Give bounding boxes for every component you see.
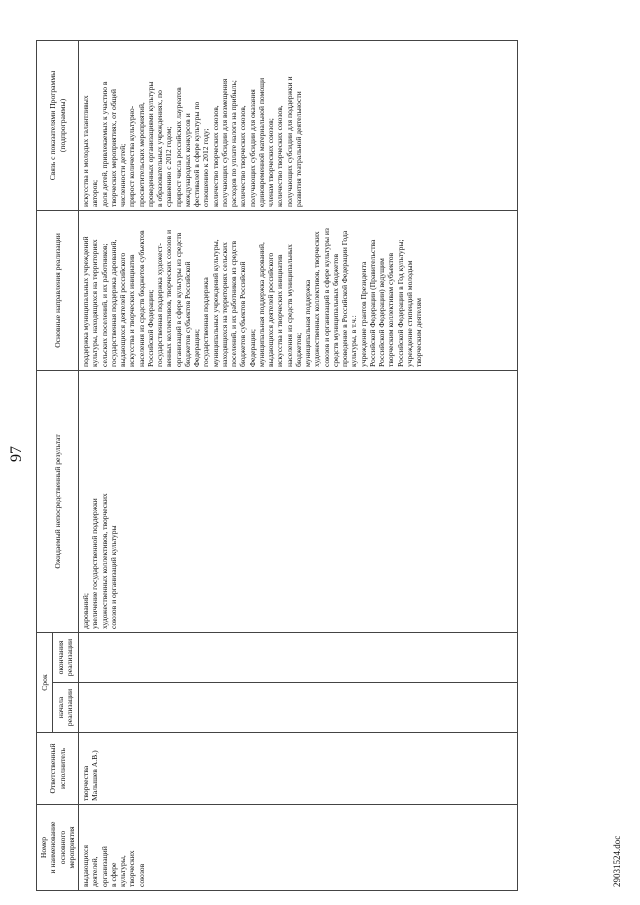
header-row-1 [37,41,53,891]
document-footer: 29031524.doc [612,835,622,887]
header-end: окончания реализации [52,633,78,683]
header-activity: Номер и наименование основного мероприятия [37,805,79,891]
page-number: 97 [8,446,25,462]
cell-expected-result: дарований; увеличение государственной поддержки художественных коллективов, творческих союзов и организаций культуры [79,371,518,633]
header-main-directions: Основные направления реализации [37,211,79,371]
table-row [79,41,518,891]
header-term: Срок [37,633,53,733]
cell-end [79,633,518,683]
cell-activity: выдающихся деятелей, организаций в сфере культуры, творческих союзов [79,805,518,891]
header-expected-result: Ожидаемый непосредственный результат [37,371,79,633]
cell-main-directions: поддержка муниципальных учреждений культуры, находящихся на территориях сельских поселений, и их работников; государственная поддержка дарований, выдающихся деятелей российского искусства и творческих инициатив населения из средств бюджетов субъектов Российской Федерации; государственная поддержка художест- венных коллективов, творческих союзов и организаций в сфере культуры из средств бюджетов субъектов Российской Федерации; государственная поддержка муниципальных учреждений культуры, находящихся на территориях сельских поселений, и их работников из средств бюджетов субъектов Российской Федерации; муниципальная поддержка дарований, выдающихся деятелей российского искусства и творческих инициатив населения из средств муниципальных бюджетов; муниципальная поддержка художественных коллективов, творческих союзов и организаций в сфере культуры из средств муниципальных бюджетов проведение в Российской Федерации Года культуры, в т.ч.: учреждение грантов Президента Российской Федерации (Правительства Российской Федерации) ведущим творческим коллективам субъектов Российской Федерации в Год культуры; учреждение стипендий молодым творческим деятелям [79,211,518,371]
cell-executor: творчества Малышев А.В.) [79,733,518,805]
header-executor: Ответственный исполнитель [37,733,79,805]
program-table [36,40,518,891]
header-program-indicators: Связь с показателями Программы (подпрограммы) [37,41,79,211]
cell-program-indicators: искусства и молодых талантливых авторов; доля детей, привлекаемых к участию в творческих мероприятиях, от общей численности детей; прирост количества культурно- просветительских мероприятий, проведенных организациями культуры в образовательных учреждениях, по сравнению с 2012 годом; прирост числа российских лауреатов международных конкурсов и фестивалей в сфере культуры по отношению к 2012 году; количество творческих союзов, получающих субсидии для возмещения расходов по уплате налога на прибыль; количество творческих союзов, получающих субсидии для оказания единовременной материальной помощи членам творческих союзов; количество творческих союзов, получающих субсидии для поддержки и развития театральной деятельности [79,41,518,211]
header-start: начала реализации [52,683,78,733]
cell-start [79,683,518,733]
